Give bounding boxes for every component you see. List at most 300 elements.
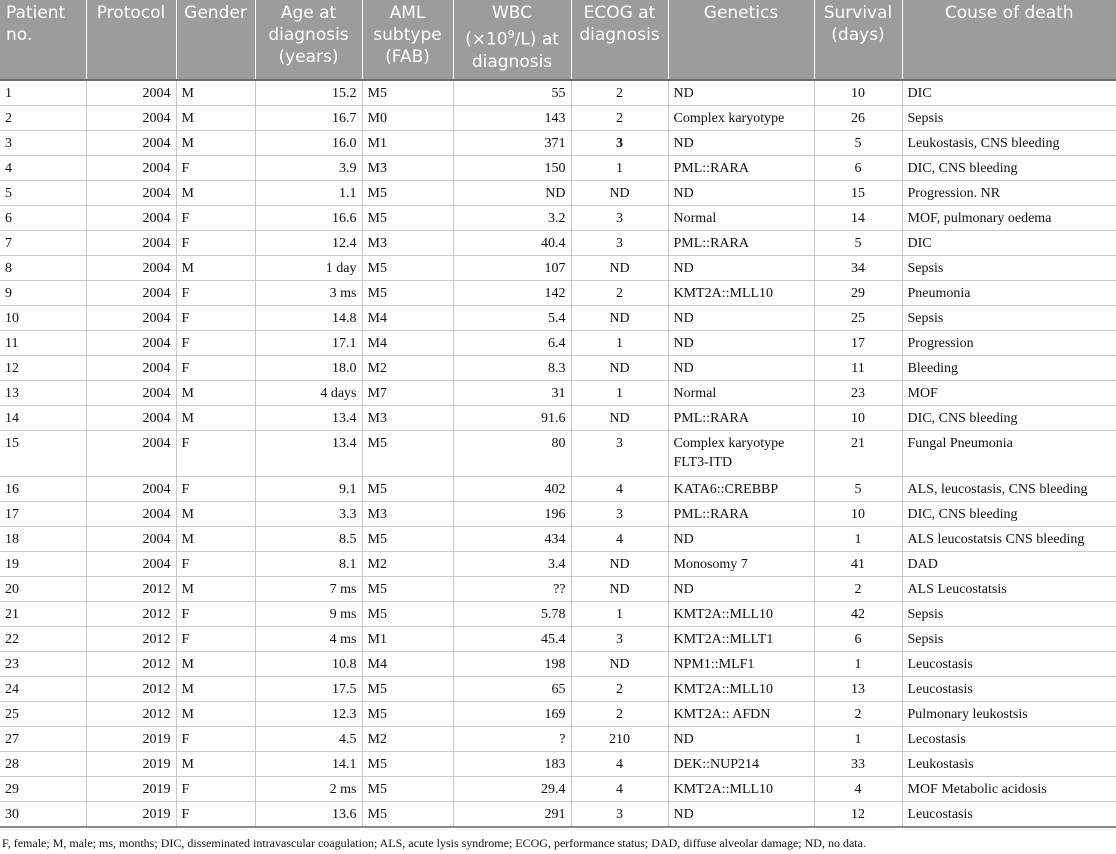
cell-age-at-diagnosis: 14.1 <box>255 752 362 777</box>
cell-survival: 15 <box>814 181 902 206</box>
cell-patient-no: 14 <box>0 406 86 431</box>
cell-ecog: 3 <box>571 206 668 231</box>
cell-ecog: 4 <box>571 777 668 802</box>
cell-aml-subtype: M5 <box>362 602 453 627</box>
cell-protocol: 2004 <box>86 331 176 356</box>
cell-wbc: 107 <box>453 256 571 281</box>
cell-survival: 11 <box>814 356 902 381</box>
cell-genetics: Normal <box>668 206 814 231</box>
cell-cause-of-death: Sepsis <box>902 106 1116 131</box>
cell-age-at-diagnosis: 15.2 <box>255 80 362 106</box>
cell-gender: F <box>176 356 255 381</box>
cell-gender: F <box>176 156 255 181</box>
cell-cause-of-death: MOF <box>902 381 1116 406</box>
table-row <box>0 727 1116 752</box>
cell-age-at-diagnosis: 9 ms <box>255 602 362 627</box>
cell-ecog: 3 <box>571 131 668 156</box>
cell-gender: F <box>176 331 255 356</box>
cell-genetics: ND <box>668 80 814 106</box>
cell-patient-no: 19 <box>0 552 86 577</box>
cell-age-at-diagnosis: 1 day <box>255 256 362 281</box>
cell-wbc: 40.4 <box>453 231 571 256</box>
cell-genetics: ND <box>668 802 814 827</box>
cell-age-at-diagnosis: 3.3 <box>255 502 362 527</box>
cell-gender: M <box>176 702 255 727</box>
cell-ecog: 210 <box>571 727 668 752</box>
cell-protocol: 2004 <box>86 281 176 306</box>
cell-wbc: 45.4 <box>453 627 571 652</box>
header-age-at-diagnosis: Age at diagnosis (years) <box>255 0 362 80</box>
cell-ecog: 3 <box>571 627 668 652</box>
table-body <box>0 80 1116 827</box>
cell-age-at-diagnosis: 3 ms <box>255 281 362 306</box>
cell-wbc: 29.4 <box>453 777 571 802</box>
table-row <box>0 381 1116 406</box>
cell-genetics: PML::RARA <box>668 406 814 431</box>
table-row <box>0 752 1116 777</box>
cell-patient-no: 18 <box>0 527 86 552</box>
cell-patient-no: 1 <box>0 80 86 106</box>
cell-age-at-diagnosis: 12.4 <box>255 231 362 256</box>
table-footnote: F, female; M, male; ms, months; DIC, disseminated intravascular coagulation; ALS, acute lysis syndrome; ECOG, performance status; DAD, diffuse alveolar damage; ND, no data. <box>2 836 866 850</box>
cell-survival: 1 <box>814 527 902 552</box>
cell-ecog: ND <box>571 256 668 281</box>
cell-patient-no: 16 <box>0 477 86 502</box>
cell-aml-subtype: M5 <box>362 281 453 306</box>
header-wbc: WBC $(\times 10^9/L)$ at diagnosis <box>453 0 571 80</box>
cell-ecog: 1 <box>571 156 668 181</box>
cell-cause-of-death: Progression. NR <box>902 181 1116 206</box>
cell-survival: 26 <box>814 106 902 131</box>
table-row <box>0 206 1116 231</box>
table-row <box>0 106 1116 131</box>
cell-aml-subtype: M0 <box>362 106 453 131</box>
cell-patient-no: 11 <box>0 331 86 356</box>
cell-wbc: 55 <box>453 80 571 106</box>
cell-age-at-diagnosis: 12.3 <box>255 702 362 727</box>
cell-age-at-diagnosis: 2 ms <box>255 777 362 802</box>
cell-aml-subtype: M4 <box>362 306 453 331</box>
cell-survival: 6 <box>814 627 902 652</box>
header-aml-subtype: AML subtype (FAB) <box>362 0 453 80</box>
cell-genetics: ND <box>668 306 814 331</box>
cell-survival: 29 <box>814 281 902 306</box>
cell-aml-subtype: M1 <box>362 131 453 156</box>
cell-wbc: 371 <box>453 131 571 156</box>
cell-aml-subtype: M5 <box>362 181 453 206</box>
cell-age-at-diagnosis: 4 days <box>255 381 362 406</box>
cell-protocol: 2004 <box>86 181 176 206</box>
cell-genetics: ND <box>668 181 814 206</box>
cell-wbc: 5.78 <box>453 602 571 627</box>
cell-protocol: 2004 <box>86 502 176 527</box>
table-row <box>0 552 1116 577</box>
cell-age-at-diagnosis: 16.0 <box>255 131 362 156</box>
cell-cause-of-death: Lecostasis <box>902 727 1116 752</box>
cell-patient-no: 29 <box>0 777 86 802</box>
cell-wbc: 3.2 <box>453 206 571 231</box>
cell-aml-subtype: M5 <box>362 702 453 727</box>
cell-survival: 17 <box>814 331 902 356</box>
cell-ecog: ND <box>571 306 668 331</box>
table-row <box>0 802 1116 827</box>
cell-gender: F <box>176 431 255 477</box>
cell-survival: 14 <box>814 206 902 231</box>
cell-patient-no: 10 <box>0 306 86 331</box>
cell-patient-no: 9 <box>0 281 86 306</box>
cell-patient-no: 27 <box>0 727 86 752</box>
table-row <box>0 281 1116 306</box>
cell-survival: 10 <box>814 406 902 431</box>
cell-patient-no: 23 <box>0 652 86 677</box>
cell-survival: 4 <box>814 777 902 802</box>
cell-wbc: 150 <box>453 156 571 181</box>
cell-gender: M <box>176 652 255 677</box>
cell-survival: 42 <box>814 602 902 627</box>
cell-ecog: 4 <box>571 752 668 777</box>
cell-protocol: 2004 <box>86 477 176 502</box>
cell-cause-of-death: Bleeding <box>902 356 1116 381</box>
cell-cause-of-death: ALS, leucostasis, CNS bleeding <box>902 477 1116 502</box>
cell-genetics: ND <box>668 131 814 156</box>
cell-genetics: PML::RARA <box>668 156 814 181</box>
cell-patient-no: 8 <box>0 256 86 281</box>
cell-protocol: 2019 <box>86 752 176 777</box>
header-gender: Gender <box>176 0 255 80</box>
header-cause-of-death: Couse of death <box>902 0 1116 80</box>
cell-protocol: 2012 <box>86 602 176 627</box>
cell-cause-of-death: Sepsis <box>902 256 1116 281</box>
table-row <box>0 406 1116 431</box>
cell-genetics: Normal <box>668 381 814 406</box>
cell-ecog: 2 <box>571 677 668 702</box>
cell-age-at-diagnosis: 9.1 <box>255 477 362 502</box>
cell-gender: M <box>176 106 255 131</box>
cell-protocol: 2004 <box>86 406 176 431</box>
cell-survival: 5 <box>814 231 902 256</box>
cell-protocol: 2019 <box>86 777 176 802</box>
cell-survival: 41 <box>814 552 902 577</box>
cell-age-at-diagnosis: 4 ms <box>255 627 362 652</box>
cell-gender: F <box>176 802 255 827</box>
cell-wbc: 196 <box>453 502 571 527</box>
cell-patient-no: 5 <box>0 181 86 206</box>
table-row <box>0 231 1116 256</box>
cell-wbc: 142 <box>453 281 571 306</box>
cell-gender: M <box>176 406 255 431</box>
cell-patient-no: 24 <box>0 677 86 702</box>
cell-ecog: 1 <box>571 602 668 627</box>
cell-ecog: 4 <box>571 527 668 552</box>
header-row <box>0 0 1116 80</box>
cell-ecog: 3 <box>571 802 668 827</box>
cell-protocol: 2004 <box>86 552 176 577</box>
cell-gender: M <box>176 381 255 406</box>
cell-cause-of-death: MOF, pulmonary oedema <box>902 206 1116 231</box>
cell-gender: F <box>176 281 255 306</box>
cell-ecog: 2 <box>571 281 668 306</box>
cell-cause-of-death: Sepsis <box>902 306 1116 331</box>
cell-patient-no: 17 <box>0 502 86 527</box>
cell-patient-no: 3 <box>0 131 86 156</box>
cell-cause-of-death: DIC, CNS bleeding <box>902 502 1116 527</box>
cell-ecog: 4 <box>571 477 668 502</box>
cell-gender: M <box>176 256 255 281</box>
cell-survival: 5 <box>814 477 902 502</box>
cell-aml-subtype: M5 <box>362 477 453 502</box>
table-row <box>0 777 1116 802</box>
cell-survival: 23 <box>814 381 902 406</box>
cell-patient-no: 20 <box>0 577 86 602</box>
cell-aml-subtype: M5 <box>362 527 453 552</box>
cell-gender: M <box>176 527 255 552</box>
cell-gender: F <box>176 627 255 652</box>
cell-protocol: 2004 <box>86 356 176 381</box>
header-ecog: ECOG at diagnosis <box>571 0 668 80</box>
cell-survival: 13 <box>814 677 902 702</box>
cell-age-at-diagnosis: 3.9 <box>255 156 362 181</box>
table-bottom-rule <box>0 826 1116 828</box>
cell-survival: 5 <box>814 131 902 156</box>
cell-wbc: 169 <box>453 702 571 727</box>
cell-genetics: KMT2A::MLL10 <box>668 281 814 306</box>
cell-age-at-diagnosis: 14.8 <box>255 306 362 331</box>
cell-ecog: 2 <box>571 80 668 106</box>
cell-gender: F <box>176 777 255 802</box>
cell-wbc: 3.4 <box>453 552 571 577</box>
cell-gender: F <box>176 477 255 502</box>
cell-gender: M <box>176 502 255 527</box>
cell-cause-of-death: Fungal Pneumonia <box>902 431 1116 477</box>
table-row <box>0 256 1116 281</box>
cell-protocol: 2012 <box>86 627 176 652</box>
cell-genetics: KMT2A::MLL10 <box>668 777 814 802</box>
cell-patient-no: 30 <box>0 802 86 827</box>
cell-genetics: KMT2A::MLL10 <box>668 602 814 627</box>
cell-aml-subtype: M3 <box>362 231 453 256</box>
cell-genetics: NPM1::MLF1 <box>668 652 814 677</box>
cell-protocol: 2019 <box>86 802 176 827</box>
cell-genetics: KATA6::CREBBP <box>668 477 814 502</box>
cell-aml-subtype: M7 <box>362 381 453 406</box>
cell-protocol: 2004 <box>86 256 176 281</box>
table-row <box>0 577 1116 602</box>
cell-survival: 21 <box>814 431 902 477</box>
cell-gender: M <box>176 577 255 602</box>
cell-ecog: 1 <box>571 381 668 406</box>
cell-age-at-diagnosis: 8.1 <box>255 552 362 577</box>
cell-protocol: 2004 <box>86 431 176 477</box>
cell-cause-of-death: Progression <box>902 331 1116 356</box>
cell-protocol: 2004 <box>86 156 176 181</box>
cell-survival: 1 <box>814 727 902 752</box>
cell-age-at-diagnosis: 13.6 <box>255 802 362 827</box>
cell-age-at-diagnosis: 16.7 <box>255 106 362 131</box>
cell-ecog: ND <box>571 356 668 381</box>
cell-wbc: ND <box>453 181 571 206</box>
cell-cause-of-death: Leucostasis <box>902 677 1116 702</box>
cell-cause-of-death: Sepsis <box>902 602 1116 627</box>
cell-age-at-diagnosis: 4.5 <box>255 727 362 752</box>
cell-patient-no: 13 <box>0 381 86 406</box>
cell-survival: 10 <box>814 80 902 106</box>
cell-patient-no: 28 <box>0 752 86 777</box>
cell-cause-of-death: Leukostasis <box>902 752 1116 777</box>
cell-genetics: ND <box>668 727 814 752</box>
cell-cause-of-death: Pulmonary leukostsis <box>902 702 1116 727</box>
cell-genetics: KMT2A::MLLT1 <box>668 627 814 652</box>
cell-survival: 33 <box>814 752 902 777</box>
cell-protocol: 2012 <box>86 652 176 677</box>
cell-age-at-diagnosis: 8.5 <box>255 527 362 552</box>
cell-wbc: 65 <box>453 677 571 702</box>
cell-genetics: Monosomy 7 <box>668 552 814 577</box>
cell-aml-subtype: M5 <box>362 206 453 231</box>
cell-age-at-diagnosis: 13.4 <box>255 406 362 431</box>
table-row <box>0 702 1116 727</box>
cell-genetics: ND <box>668 577 814 602</box>
cell-cause-of-death: MOF Metabolic acidosis <box>902 777 1116 802</box>
cell-wbc: 6.4 <box>453 331 571 356</box>
table-row <box>0 356 1116 381</box>
cell-age-at-diagnosis: 1.1 <box>255 181 362 206</box>
cell-aml-subtype: M5 <box>362 80 453 106</box>
cell-cause-of-death: Pneumonia <box>902 281 1116 306</box>
cell-cause-of-death: Leucostasis <box>902 802 1116 827</box>
cell-ecog: 3 <box>571 502 668 527</box>
cell-aml-subtype: M1 <box>362 627 453 652</box>
cell-protocol: 2012 <box>86 577 176 602</box>
header-patient-no: Patient no. <box>0 0 86 80</box>
cell-ecog: ND <box>571 552 668 577</box>
cell-age-at-diagnosis: 17.5 <box>255 677 362 702</box>
cell-cause-of-death: DIC, CNS bleeding <box>902 406 1116 431</box>
cell-wbc: 143 <box>453 106 571 131</box>
cell-age-at-diagnosis: 13.4 <box>255 431 362 477</box>
cell-aml-subtype: M3 <box>362 156 453 181</box>
cell-gender: F <box>176 602 255 627</box>
cell-gender: F <box>176 552 255 577</box>
cell-age-at-diagnosis: 7 ms <box>255 577 362 602</box>
table-row <box>0 331 1116 356</box>
cell-wbc: 198 <box>453 652 571 677</box>
cell-age-at-diagnosis: 10.8 <box>255 652 362 677</box>
header-survival: Survival (days) <box>814 0 902 80</box>
table-row <box>0 652 1116 677</box>
cell-protocol: 2004 <box>86 527 176 552</box>
table-header <box>0 0 1116 80</box>
cell-protocol: 2012 <box>86 702 176 727</box>
table-row <box>0 431 1116 477</box>
cell-wbc: 91.6 <box>453 406 571 431</box>
cell-ecog: 2 <box>571 702 668 727</box>
cell-ecog: ND <box>571 577 668 602</box>
cell-cause-of-death: Sepsis <box>902 627 1116 652</box>
cell-wbc: 291 <box>453 802 571 827</box>
cell-cause-of-death: DIC, CNS bleeding <box>902 156 1116 181</box>
cell-aml-subtype: M5 <box>362 431 453 477</box>
cell-wbc: 434 <box>453 527 571 552</box>
cell-protocol: 2004 <box>86 206 176 231</box>
cell-patient-no: 7 <box>0 231 86 256</box>
cell-genetics: ND <box>668 356 814 381</box>
cell-aml-subtype: M4 <box>362 652 453 677</box>
cell-wbc: ? <box>453 727 571 752</box>
cell-survival: 2 <box>814 577 902 602</box>
cell-genetics: ND <box>668 331 814 356</box>
cell-gender: M <box>176 80 255 106</box>
table-row <box>0 131 1116 156</box>
cell-aml-subtype: M5 <box>362 752 453 777</box>
cell-gender: F <box>176 727 255 752</box>
cell-aml-subtype: M2 <box>362 356 453 381</box>
cell-cause-of-death: Leukostasis, CNS bleeding <box>902 131 1116 156</box>
cell-patient-no: 25 <box>0 702 86 727</box>
table-row <box>0 477 1116 502</box>
cell-survival: 1 <box>814 652 902 677</box>
cell-gender: M <box>176 752 255 777</box>
cell-survival: 10 <box>814 502 902 527</box>
cell-protocol: 2004 <box>86 231 176 256</box>
cell-cause-of-death: ALS leucostatsis CNS bleeding <box>902 527 1116 552</box>
cell-gender: M <box>176 677 255 702</box>
cell-genetics: PML::RARA <box>668 502 814 527</box>
table-row <box>0 602 1116 627</box>
table-row <box>0 181 1116 206</box>
table-row <box>0 502 1116 527</box>
cell-wbc: 80 <box>453 431 571 477</box>
cell-wbc: 402 <box>453 477 571 502</box>
cell-patient-no: 22 <box>0 627 86 652</box>
cell-genetics: Complex karyotype FLT3-ITD <box>668 431 814 477</box>
cell-ecog: 2 <box>571 106 668 131</box>
cell-aml-subtype: M2 <box>362 727 453 752</box>
cell-ecog: 1 <box>571 331 668 356</box>
cell-survival: 6 <box>814 156 902 181</box>
cell-protocol: 2004 <box>86 80 176 106</box>
cell-gender: M <box>176 131 255 156</box>
cell-ecog: 3 <box>571 231 668 256</box>
cell-genetics: DEK::NUP214 <box>668 752 814 777</box>
cell-protocol: 2019 <box>86 727 176 752</box>
cell-cause-of-death: ALS Leucostatsis <box>902 577 1116 602</box>
cell-ecog: 3 <box>571 431 668 477</box>
cell-genetics: Complex karyotype <box>668 106 814 131</box>
cell-aml-subtype: M5 <box>362 677 453 702</box>
cell-aml-subtype: M3 <box>362 502 453 527</box>
cell-protocol: 2004 <box>86 131 176 156</box>
cell-cause-of-death: DIC <box>902 80 1116 106</box>
cell-genetics: PML::RARA <box>668 231 814 256</box>
cell-wbc: 8.3 <box>453 356 571 381</box>
cell-genetics: ND <box>668 527 814 552</box>
cell-aml-subtype: M5 <box>362 256 453 281</box>
table-row <box>0 306 1116 331</box>
cell-genetics: KMT2A::MLL10 <box>668 677 814 702</box>
cell-age-at-diagnosis: 17.1 <box>255 331 362 356</box>
cell-patient-no: 6 <box>0 206 86 231</box>
cell-genetics: ND <box>668 256 814 281</box>
cell-protocol: 2004 <box>86 306 176 331</box>
table-row <box>0 527 1116 552</box>
table-row <box>0 677 1116 702</box>
cell-patient-no: 12 <box>0 356 86 381</box>
cell-age-at-diagnosis: 18.0 <box>255 356 362 381</box>
cell-patient-no: 2 <box>0 106 86 131</box>
cell-survival: 25 <box>814 306 902 331</box>
cell-aml-subtype: M4 <box>362 331 453 356</box>
cell-survival: 34 <box>814 256 902 281</box>
